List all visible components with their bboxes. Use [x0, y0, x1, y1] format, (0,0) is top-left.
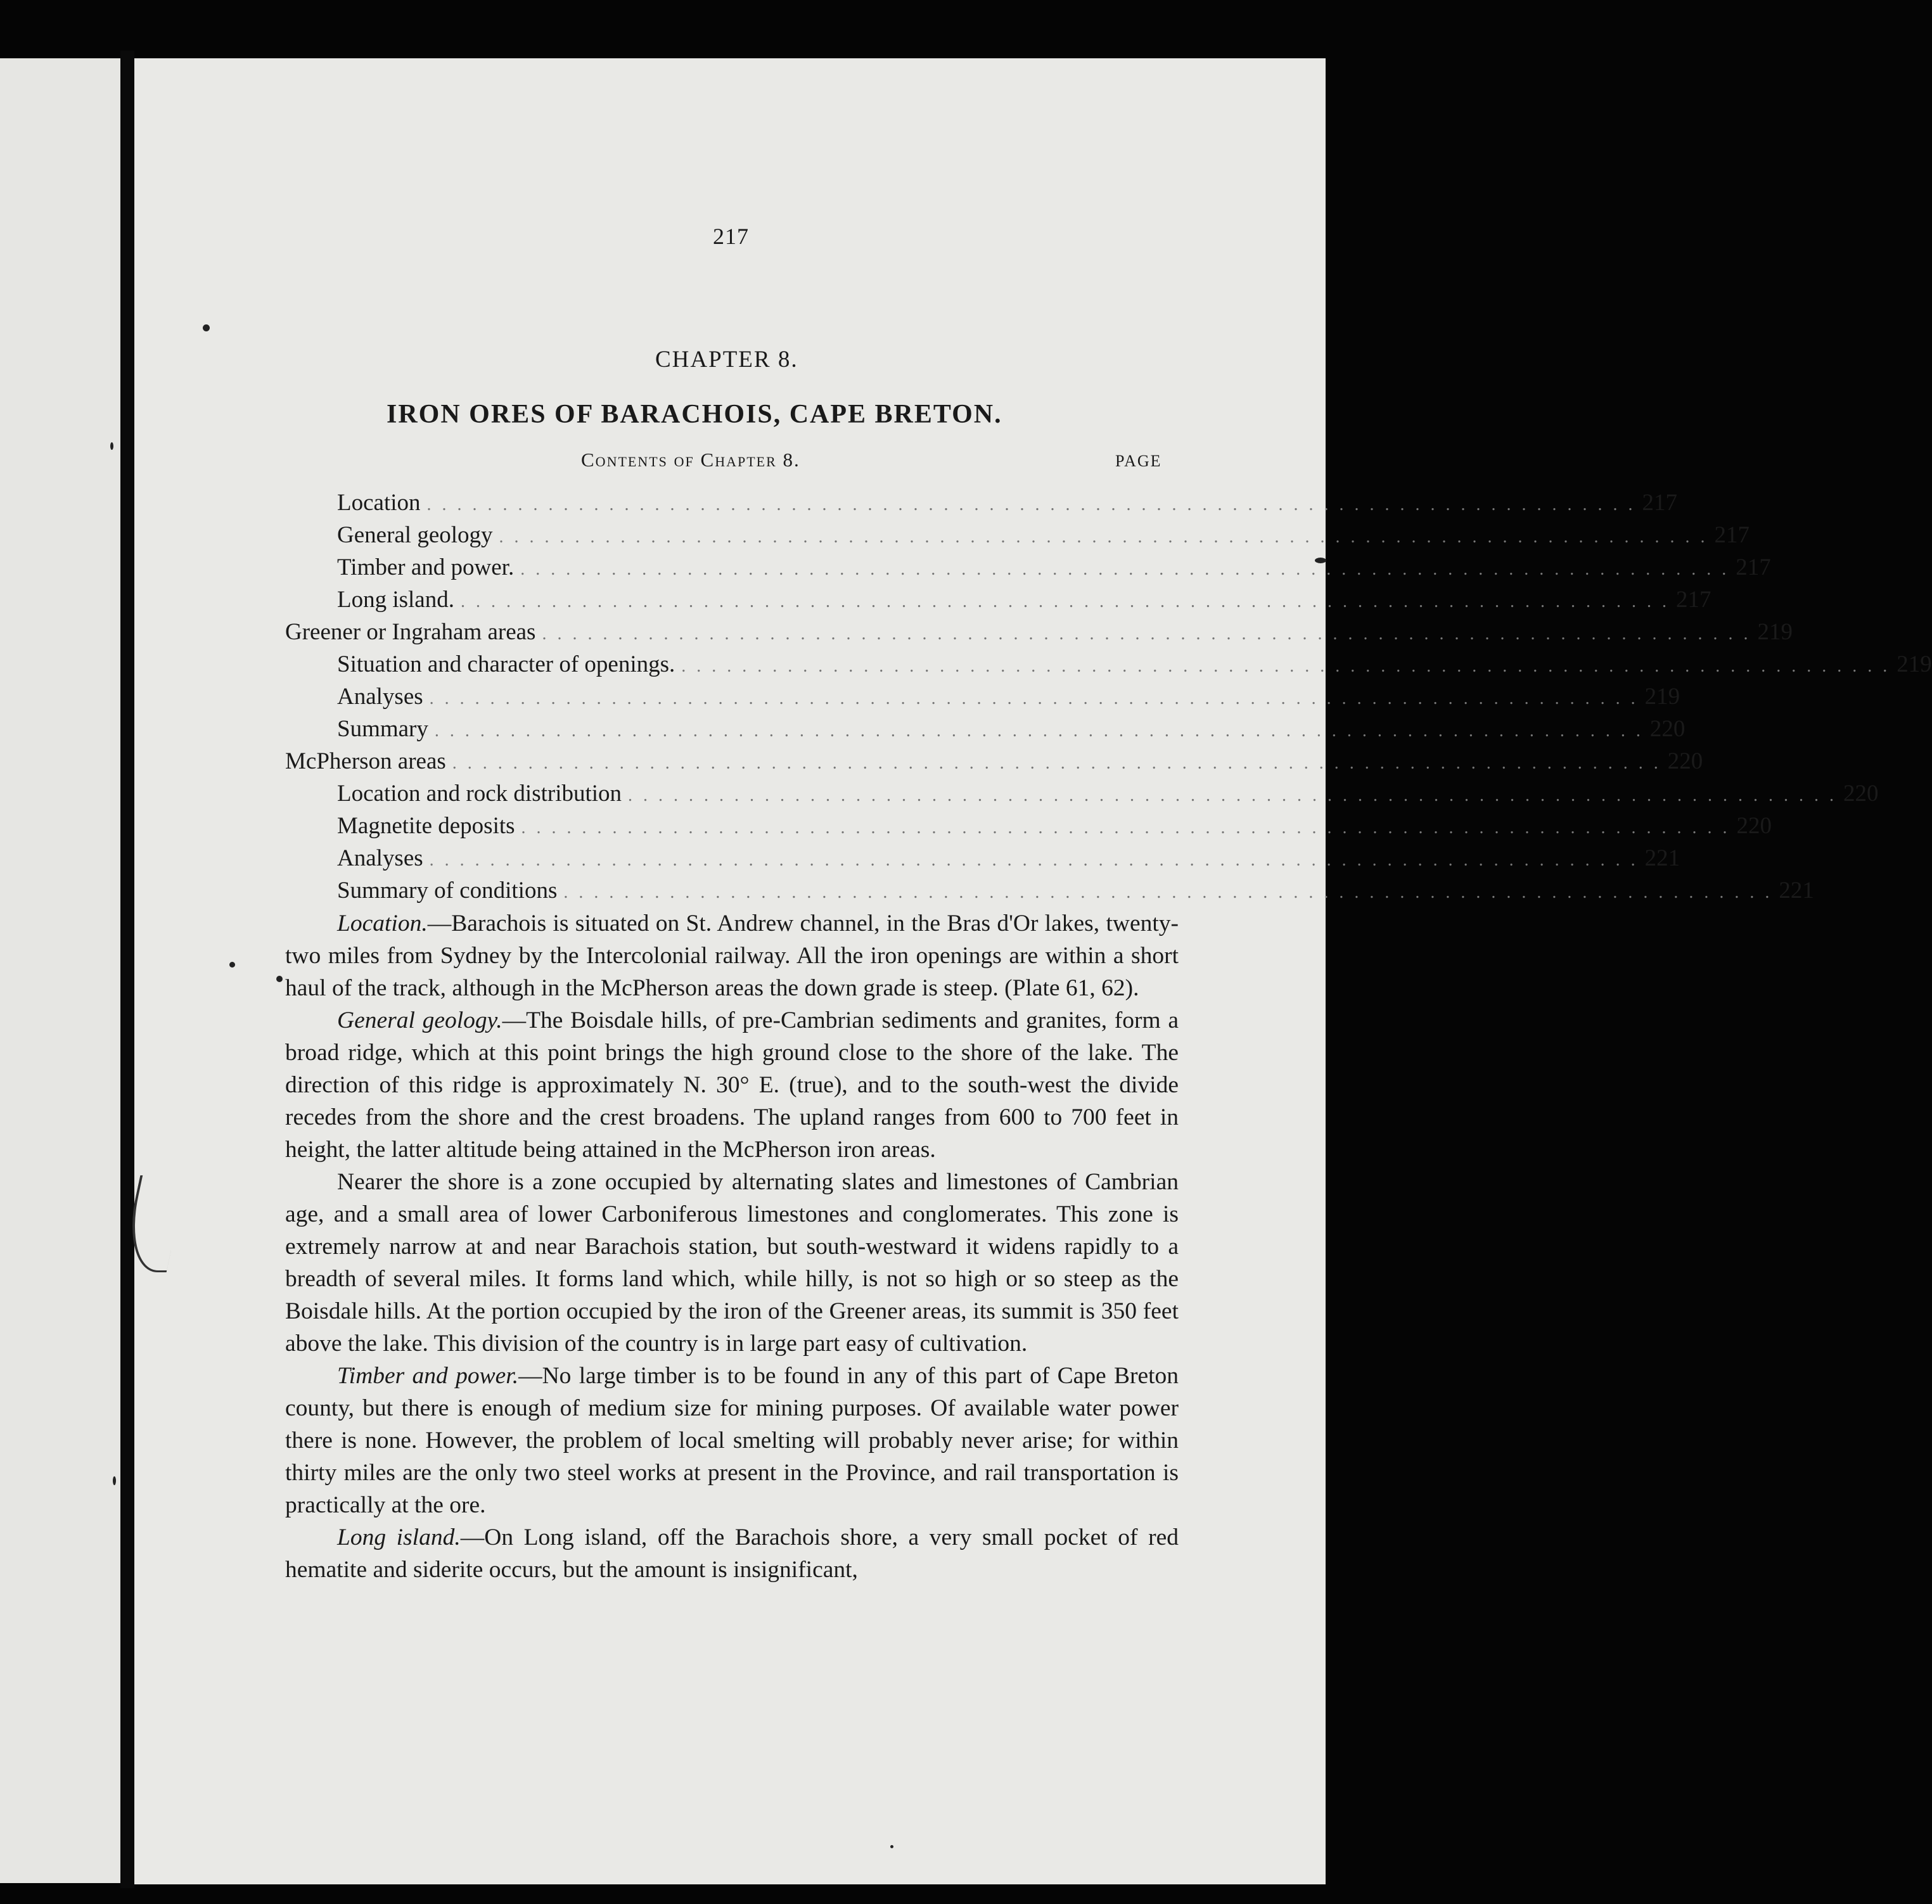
toc-entry	[285, 715, 1686, 748]
toc-entry	[285, 489, 1678, 521]
toc-entry-label: Summary of conditions	[337, 878, 558, 904]
toc-entry-label: Analyses	[337, 845, 423, 871]
paragraph-lead: Long island.	[337, 1524, 461, 1550]
toc-entry	[285, 812, 1772, 845]
toc-entry-page: 217	[1736, 554, 1771, 580]
margin-speck	[276, 976, 283, 982]
paragraph-long-island	[285, 1521, 1179, 1586]
paragraph-shore-zone	[285, 1166, 1179, 1360]
toc-entry	[285, 586, 1711, 618]
paragraph-timber-and-power	[285, 1360, 1179, 1521]
toc-entry-label: Long island.	[337, 587, 454, 613]
paragraph-text: —Barachois is situated on St. Andrew channel, in the Bras d'Or lakes, twenty-two miles from Sydney by the Intercolonial railway. All the iron openings are within a short haul of the track, although in the McPherson areas the down grade is steep. (Plate 61, 62).	[285, 910, 1179, 1001]
margin-speck	[110, 442, 113, 450]
toc-entry	[285, 651, 1932, 683]
toc-entry-page: 220	[1843, 781, 1879, 807]
margin-speck	[229, 962, 235, 968]
toc-entry-label: Timber and power.	[337, 554, 515, 580]
toc-entry-label: McPherson areas	[285, 748, 446, 774]
table-of-contents	[285, 489, 1932, 909]
toc-dot-leader: . . . . . . . . . . . . . . . . . . . . . . . . . . . . . . . . . . . . . . . . . . . . . . . . . . . . . . . . . . . . . . . . . . . . . . . . . . . . . . . .	[434, 721, 1644, 741]
paragraph-lead: Timber and power.	[337, 1363, 519, 1389]
margin-speck	[113, 1476, 116, 1485]
toc-entry	[285, 521, 1750, 554]
paragraph-general-geology	[285, 1004, 1179, 1166]
toc-entry-page: 221	[1644, 845, 1680, 871]
toc-entry-page: 220	[1649, 716, 1686, 742]
toc-entry	[285, 845, 1680, 877]
contents-heading: Contents of Chapter 8.	[581, 449, 800, 471]
page-number: 217	[713, 224, 749, 249]
toc-entry-label: Location and rock distribution	[337, 781, 622, 807]
toc-dot-leader: . . . . . . . . . . . . . . . . . . . . . . . . . . . . . . . . . . . . . . . . . . . . . . . . . . . . . . . . . . . . . . . . . . . . . . . . . . . . . . . .	[628, 786, 1838, 805]
toc-entry-page: 219	[1897, 651, 1932, 677]
paragraph-text: —No large timber is to be found in any of this part of Cape Breton county, but there is enough of medium size for mining purposes. Of available water power there is none. However, the problem of local smelting will probably never arise; for within thirty miles are the only two steel works at present in the Province, and rail transportation is practically at the ore.	[285, 1363, 1179, 1518]
toc-entry-page: 217	[1714, 522, 1750, 548]
paragraph-location	[285, 907, 1179, 1004]
toc-entry	[285, 683, 1680, 715]
toc-dot-leader: . . . . . . . . . . . . . . . . . . . . . . . . . . . . . . . . . . . . . . . . . . . . . . . . . . . . . . . . . . . . . . . . . . . . . . . . . . . . . . . .	[542, 624, 1751, 644]
paragraph-lead: Location.	[337, 910, 428, 936]
chapter-label: CHAPTER 8.	[655, 347, 798, 373]
toc-dot-leader: . . . . . . . . . . . . . . . . . . . . . . . . . . . . . . . . . . . . . . . . . . . . . . . . . . . . . . . . . . . . . . . . . . . . . . . . . . . . . . . .	[681, 656, 1891, 676]
toc-entry-page: 219	[1644, 684, 1680, 710]
margin-speck	[890, 1845, 893, 1848]
toc-entry-label: General geology	[337, 522, 493, 548]
toc-entry-label: Summary	[337, 716, 428, 742]
chapter-title: IRON ORES OF BARACHOIS, CAPE BRETON.	[387, 400, 1002, 429]
book-binding-shadow	[120, 51, 134, 1888]
toc-dot-leader: . . . . . . . . . . . . . . . . . . . . . . . . . . . . . . . . . . . . . . . . . . . . . . . . . . . . . . . . . . . . . . . . . . . . . . . . . . . . . . . .	[429, 689, 1639, 708]
toc-dot-leader: . . . . . . . . . . . . . . . . . . . . . . . . . . . . . . . . . . . . . . . . . . . . . . . . . . . . . . . . . . . . . . . . . . . . . . . . . . . . . . . .	[452, 753, 1661, 773]
body-text	[285, 907, 1179, 1586]
toc-entry-page: 217	[1675, 587, 1711, 613]
paragraph-text: —On Long island, off the Barachois shore, a very small pocket of red hematite and siderite occurs, but the amount is insignificant,	[285, 1524, 1179, 1583]
toc-dot-leader: . . . . . . . . . . . . . . . . . . . . . . . . . . . . . . . . . . . . . . . . . . . . . . . . . . . . . . . . . . . . . . . . . . . . . . . . . . . . . . . .	[460, 592, 1670, 611]
paragraph-lead: General geology.	[337, 1007, 502, 1033]
toc-entry	[285, 780, 1879, 812]
toc-dot-leader: . . . . . . . . . . . . . . . . . . . . . . . . . . . . . . . . . . . . . . . . . . . . . . . . . . . . . . . . . . . . . . . . . . . . . . . . . . . . . . . .	[520, 559, 1730, 579]
toc-entry	[285, 554, 1771, 586]
contents-page-label: PAGE	[1115, 452, 1162, 470]
toc-entry-label: Situation and character of openings.	[337, 651, 675, 677]
toc-entry	[285, 748, 1703, 780]
toc-entry-label: Magnetite deposits	[337, 813, 515, 839]
toc-entry-label: Greener or Ingraham areas	[285, 619, 536, 645]
toc-entry-label: Analyses	[337, 684, 423, 710]
facing-page-edge	[0, 58, 120, 1883]
toc-dot-leader: . . . . . . . . . . . . . . . . . . . . . . . . . . . . . . . . . . . . . . . . . . . . . . . . . . . . . . . . . . . . . . . . . . . . . . . . . . . . . . . .	[426, 495, 1636, 514]
margin-speck	[203, 324, 210, 331]
toc-entry-page: 217	[1642, 490, 1678, 516]
toc-dot-leader: . . . . . . . . . . . . . . . . . . . . . . . . . . . . . . . . . . . . . . . . . . . . . . . . . . . . . . . . . . . . . . . . . . . . . . . . . . . . . . . .	[429, 850, 1639, 870]
toc-dot-leader: . . . . . . . . . . . . . . . . . . . . . . . . . . . . . . . . . . . . . . . . . . . . . . . . . . . . . . . . . . . . . . . . . . . . . . . . . . . . . . . .	[563, 883, 1773, 902]
toc-entry-page: 221	[1779, 878, 1814, 904]
toc-entry-page: 220	[1667, 748, 1703, 774]
toc-entry-page: 220	[1736, 813, 1772, 839]
toc-entry	[285, 877, 1814, 909]
paragraph-text: —The Boisdale hills, of pre-Cambrian sediments and granites, form a broad ridge, which at this point brings the high ground close to the shore of the lake. The direction of this ridge is approximately N. 30° E. (true), and to the south-west the divide recedes from the shore and the crest broadens. The upland ranges from 600 to 700 feet in height, the latter altitude being attained in the McPherson iron areas.	[285, 1007, 1179, 1163]
paragraph-text: Nearer the shore is a zone occupied by alternating slates and limestones of Cambrian age, and a small area of lower Carboniferous limestones and conglomerates. This zone is extremely narrow at and near Barachois station, but south-westward it widens rapidly to a breadth of several miles. It forms land which, while hilly, is not so high or so steep as the Boisdale hills. At the portion occupied by the iron of the Greener areas, its summit is 350 feet above the lake. This division of the country is in large part easy of cultivation.	[285, 1169, 1179, 1357]
toc-entry-page: 219	[1757, 619, 1793, 645]
toc-dot-leader: . . . . . . . . . . . . . . . . . . . . . . . . . . . . . . . . . . . . . . . . . . . . . . . . . . . . . . . . . . . . . . . . . . . . . . . . . . . . . . . .	[521, 818, 1730, 838]
toc-entry	[285, 618, 1793, 651]
toc-dot-leader: . . . . . . . . . . . . . . . . . . . . . . . . . . . . . . . . . . . . . . . . . . . . . . . . . . . . . . . . . . . . . . . . . . . . . . . . . . . . . . . .	[499, 527, 1708, 547]
toc-entry-label: Location	[337, 490, 421, 516]
